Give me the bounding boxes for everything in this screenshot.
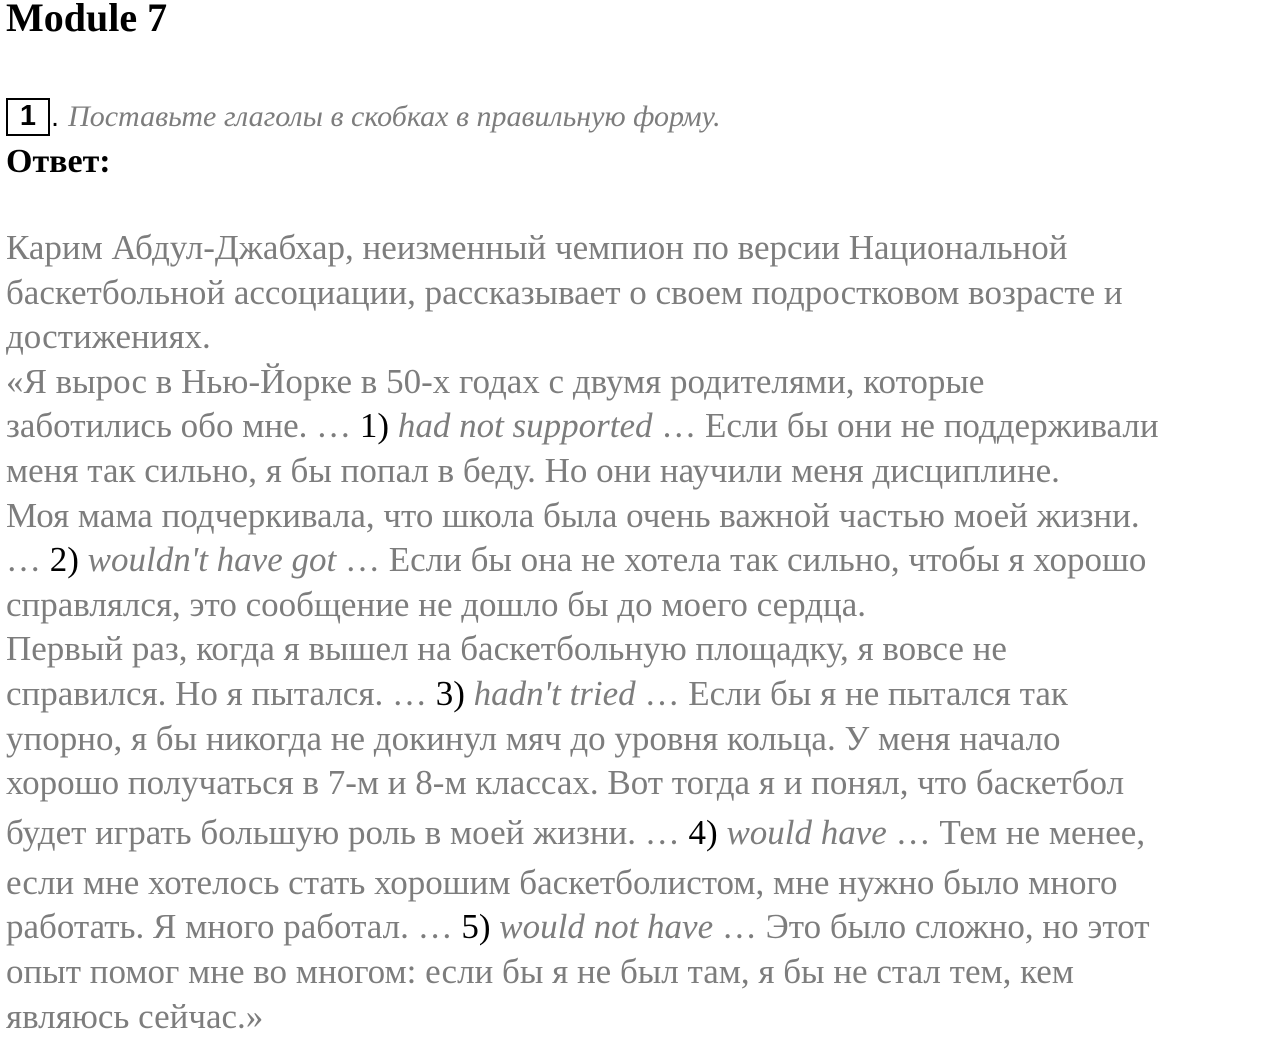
answer-verb: would have (726, 813, 886, 852)
text-line (6, 583, 1286, 628)
text-segment: … Если бы они не поддерживали (653, 406, 1159, 445)
text-segment: опыт помог мне во многом: если бы я не был там, я бы не стал тем, кем (6, 952, 1074, 991)
text-segment: … (6, 540, 50, 579)
text-segment (389, 406, 398, 445)
text-line (6, 672, 1286, 717)
text-line (6, 950, 1286, 995)
text-line (6, 627, 1286, 672)
text-segment: Первый раз, когда я вышел на баскетбольную площадку, я вовсе не (6, 629, 1007, 668)
text-segment: … Если бы я не пытался так (636, 674, 1068, 713)
answer-verb: had not supported (398, 406, 653, 445)
text-segment: заботились обо мне. … (6, 406, 360, 445)
answer-verb: would not have (499, 907, 713, 946)
answer-text (6, 226, 1286, 1039)
text-segment: меня так сильно, я бы попал в беду. Но они научили меня дисциплине. (6, 451, 1060, 490)
text-line (6, 538, 1286, 583)
text-segment: Карим Абдул-Джабхар, неизменный чемпион по версии Национальной (6, 228, 1068, 267)
answer-number: 3) (436, 674, 465, 713)
text-segment: если мне хотелось стать хорошим баскетболистом, мне нужно было много (6, 863, 1118, 902)
text-segment: достижениях. (6, 317, 211, 356)
text-segment: будет играть большую роль в моей жизни. … (6, 813, 689, 852)
text-line (6, 360, 1286, 405)
text-segment: хорошо получаться в 7-м и 8-м классах. Вот тогда я и понял, что баскетбол (6, 763, 1124, 802)
text-segment (79, 540, 88, 579)
text-line (6, 806, 1286, 861)
text-segment: Моя мама подчеркивала, что школа была очень важной частью моей жизни. (6, 496, 1140, 535)
answer-number: 1) (360, 406, 389, 445)
text-segment (491, 907, 500, 946)
answer-verb: hadn't tried (474, 674, 636, 713)
text-segment: … Тем не менее, (887, 813, 1145, 852)
answer-label: Ответ: (6, 142, 111, 182)
answer-number: 4) (689, 813, 718, 852)
text-line (6, 761, 1286, 806)
text-line (6, 861, 1286, 906)
answer-number: 5) (461, 907, 490, 946)
text-segment: работать. Я много работал. … (6, 907, 461, 946)
text-line (6, 995, 1286, 1039)
text-segment: … Это было сложно, но этот (713, 907, 1149, 946)
text-segment: баскетбольной ассоциации, рассказывает о своем подростковом возрасте и (6, 273, 1123, 312)
answer-number: 2) (50, 540, 79, 579)
text-line (6, 226, 1286, 271)
module-title: Module 7 (6, 0, 167, 40)
answer-verb: wouldn't have got (88, 540, 337, 579)
text-segment (465, 674, 474, 713)
task-instruction: Поставьте глаголы в скобках в правильную форму. (68, 100, 721, 133)
task-heading (6, 98, 721, 138)
text-line (6, 494, 1286, 539)
text-line (6, 717, 1286, 762)
text-segment: являюсь сейчас.» (6, 997, 263, 1036)
text-line (6, 271, 1286, 316)
text-line (6, 905, 1286, 950)
text-segment: справился. Но я пытался. … (6, 674, 436, 713)
text-line (6, 404, 1286, 449)
text-line (6, 315, 1286, 360)
task-number-dot: . (51, 101, 59, 133)
text-segment: «Я вырос в Нью-Йорке в 50-х годах с двумя родителями, которые (6, 362, 984, 401)
task-number-box: 1 (6, 98, 50, 136)
text-segment: … Если бы она не хотела так сильно, чтобы я хорошо (336, 540, 1146, 579)
text-line (6, 449, 1286, 494)
text-segment: справлялся, это сообщение не дошло бы до моего сердца. (6, 585, 866, 624)
text-segment: упорно, я бы никогда не докинул мяч до уровня кольца. У меня начало (6, 719, 1061, 758)
